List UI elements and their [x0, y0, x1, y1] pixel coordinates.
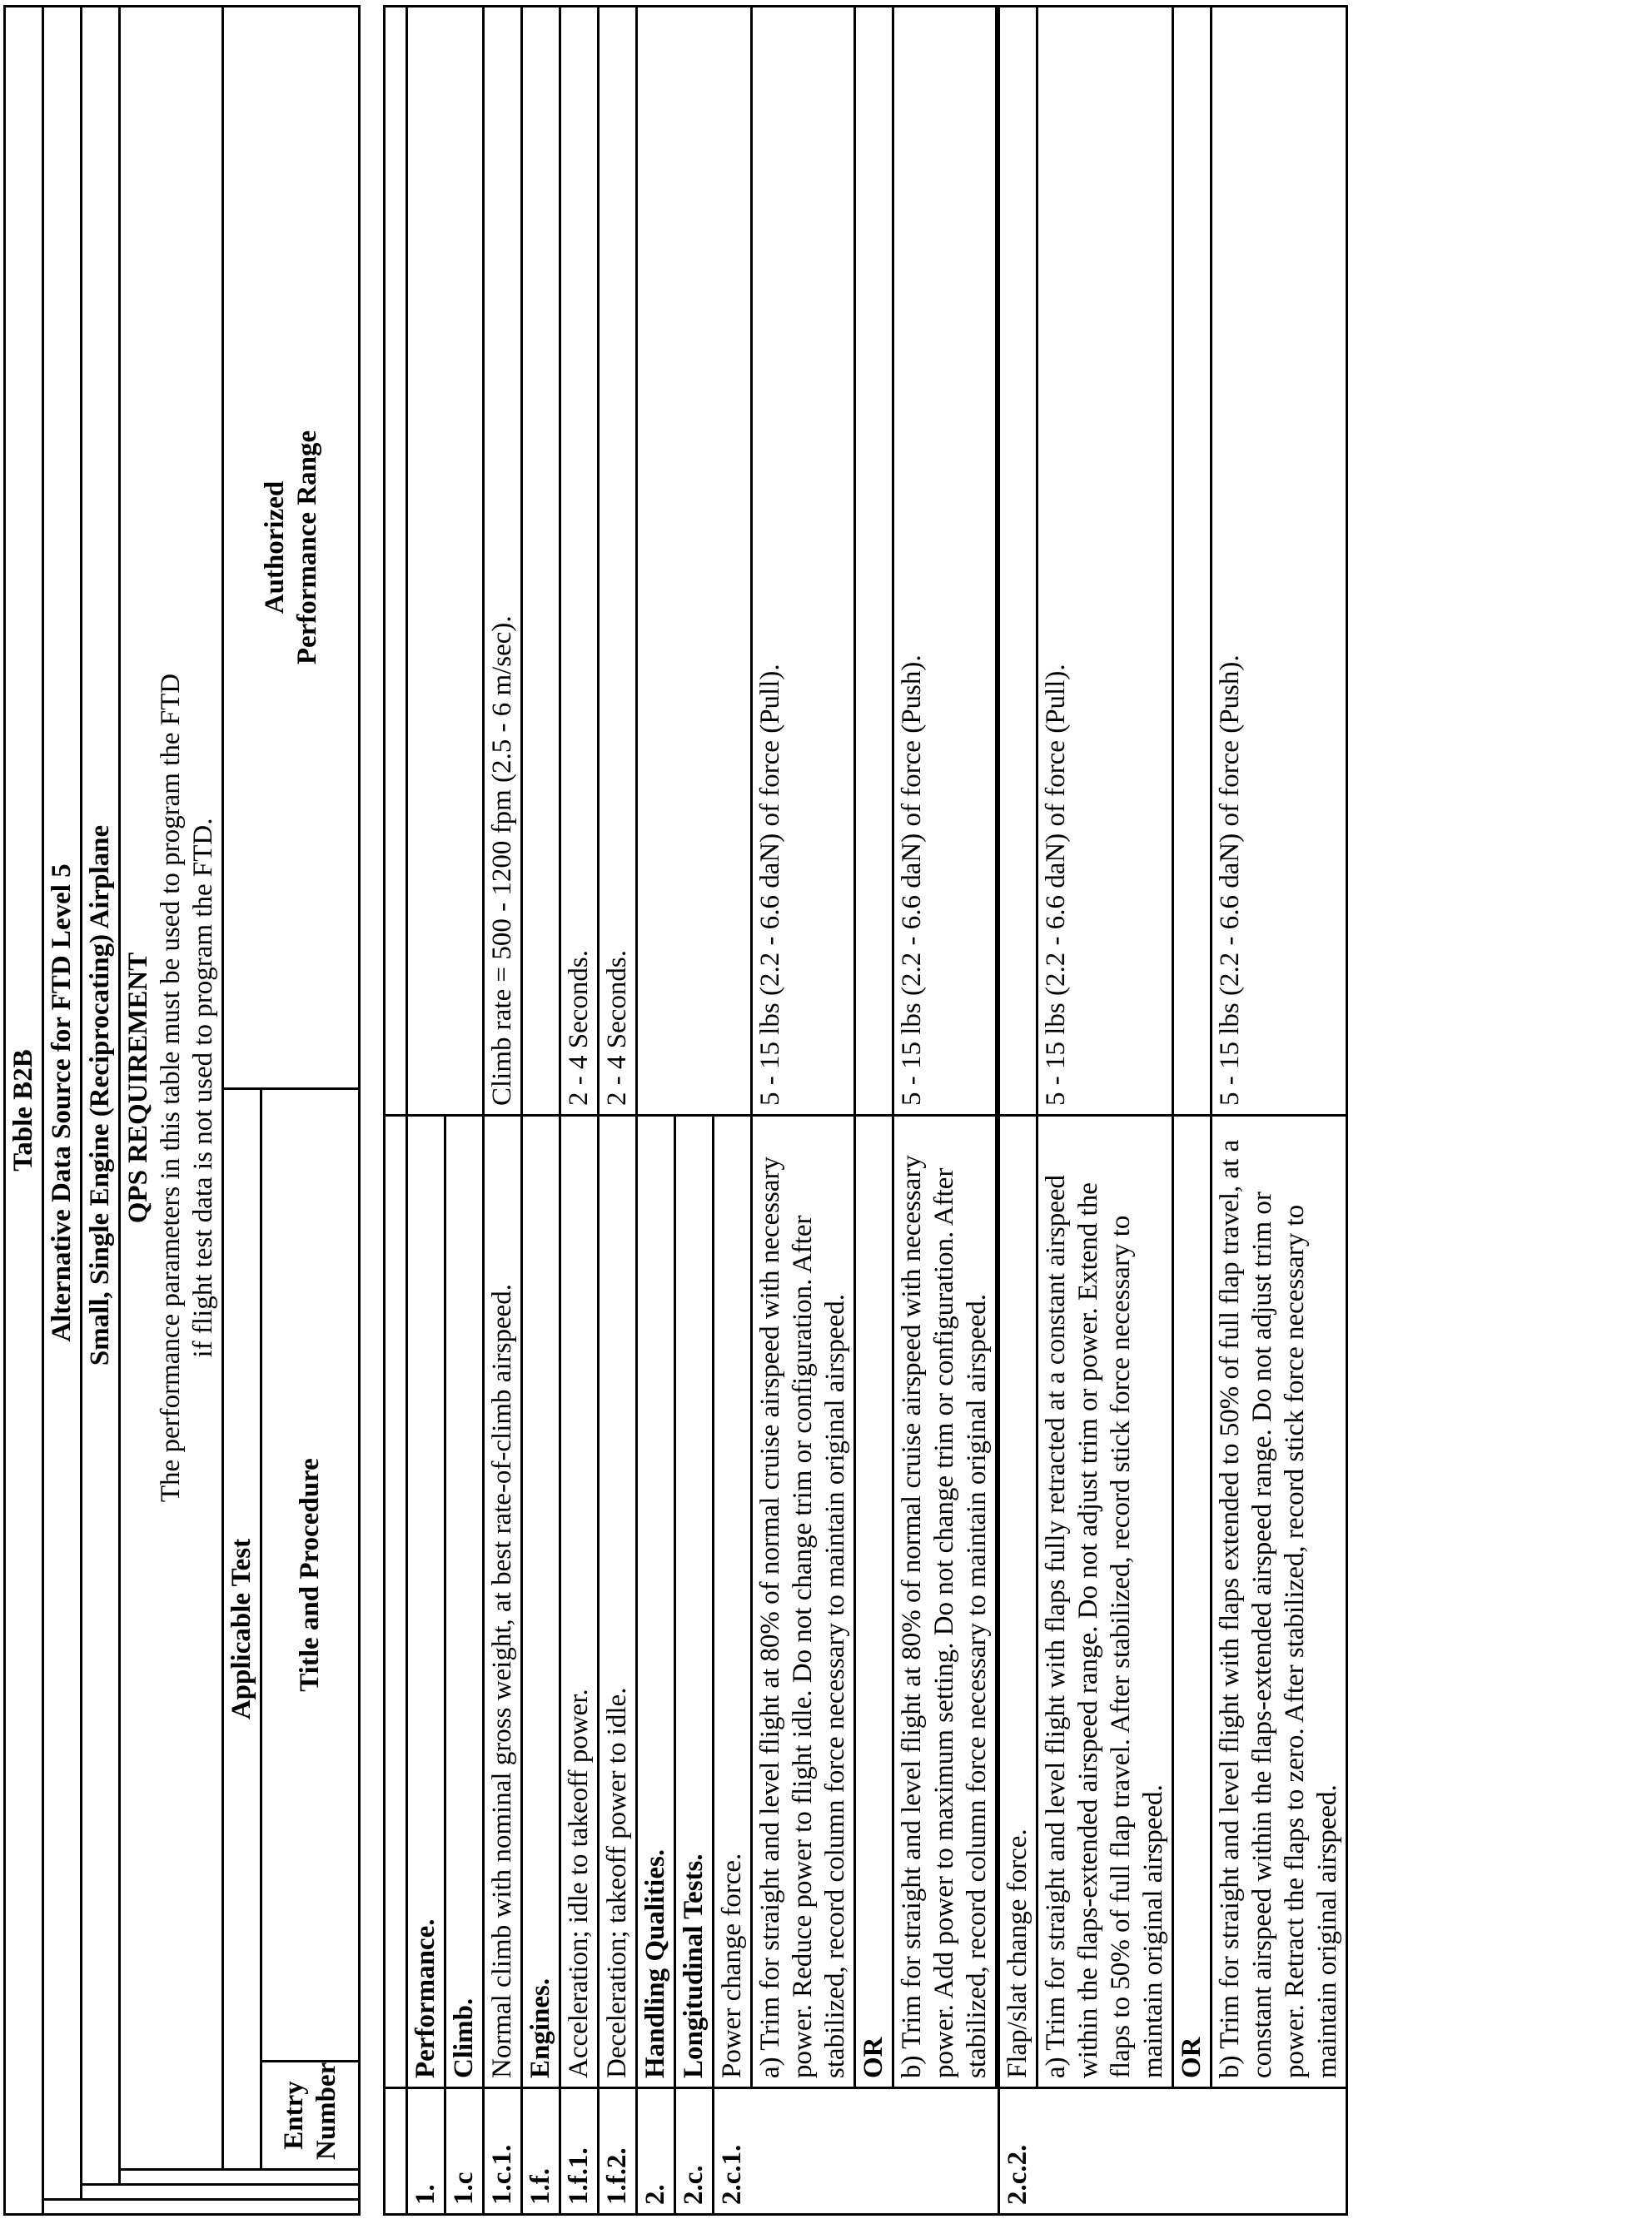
range-cell-empty [855, 7, 893, 1116]
strip-cell [385, 1116, 407, 2088]
table-row [522, 7, 560, 2215]
range-cell-empty [637, 7, 752, 1116]
performance-range: Climb rate = 500 - 1200 fpm (2.5 - 6 m/sec). [484, 7, 522, 1116]
table-row [855, 7, 893, 2215]
entry-number: 1.c.1. [484, 2088, 522, 2215]
requirement-note-line-2: if flight test data is not used to program the FTD. [188, 818, 218, 1358]
entry-number-header-line-1: Entry [278, 2081, 309, 2150]
entry-number: 1.f.2. [599, 2088, 637, 2215]
test-title: Performance. [407, 1116, 445, 2088]
table-row [599, 7, 637, 2215]
qps-requirement-block [120, 7, 223, 2170]
table-row [1173, 7, 1212, 2215]
test-procedure: Deceleration; takeoff power to idle. [599, 1116, 637, 2088]
entry-number: 2.c. [675, 2088, 714, 2215]
frame-left-1 [43, 2200, 360, 2215]
strip-cell [385, 7, 407, 1116]
table-row [484, 7, 522, 2215]
table-row [637, 7, 675, 2215]
performance-range: 5 - 15 lbs (2.2 - 6.6 daN) of force (Pull). [1037, 7, 1173, 1116]
authorized-range-header-line-1: Authorized [259, 480, 290, 614]
table-row [1212, 7, 1347, 2215]
test-procedure: a) Trim for straight and level flight with flaps fully retracted at a constant airspeed within the flaps-extended airspeed range. Do not adjust trim or power. Extend the flaps to 50% of full flap travel. After stabilized, record stick force necessary to maintain original airspeed. [1037, 1116, 1173, 2088]
entry-number: 1.f. [522, 2088, 560, 2215]
table-subtitle: Small, Single Engine (Reciprocating) Airplane [82, 7, 120, 2185]
entry-number: 1.f.1. [560, 2088, 599, 2215]
range-cell-empty [522, 7, 560, 1116]
or-label: OR [1173, 1116, 1212, 2088]
test-procedure: Normal climb with nominal gross weight, at best rate-of-climb airspeed. [484, 1116, 522, 2088]
title-procedure-header: Title and Procedure [261, 1089, 360, 2062]
range-cell-empty [407, 7, 484, 1116]
entry-number: 2.c.1. [714, 2088, 999, 2215]
test-title: Flap/slat change force. [999, 1116, 1037, 2088]
test-procedure: b) Trim for straight and level flight with flaps extended to 50% of full flap travel, at a constant airspeed within the flaps-extended airspeed range. Do not adjust trim or power. Retract the flaps to zero. After stabilized, record stick force necessary to maintain original airspeed. [1212, 1116, 1347, 2088]
test-procedure: b) Trim for straight and level flight at 80% of normal cruise airspeed with necessary power. Add power to maximum setting. Do not change trim or configuration. After stabilized, record column force necessary to maintain original airspeed. [893, 1116, 997, 2088]
performance-range: 2 - 4 Seconds. [560, 7, 599, 1116]
performance-range: 5 - 15 lbs (2.2 - 6.6 daN) of force (Push). [1212, 7, 1347, 1116]
table-header-block [3, 5, 361, 2216]
range-cell-empty [1173, 7, 1212, 1116]
table-row [560, 7, 599, 2215]
test-title: Longitudinal Tests. [675, 1116, 714, 2088]
frame-left-3 [120, 2170, 360, 2185]
entry-number: 1.c [445, 2088, 484, 2215]
entry-number-header [261, 2062, 360, 2170]
table-row [1037, 7, 1173, 2215]
entry-number-header-line-2: Number [311, 2062, 341, 2160]
strip-cell [385, 2088, 407, 2215]
requirement-heading: QPS REQUIREMENT [123, 952, 153, 1224]
test-title: Engines. [522, 1116, 560, 2088]
table-id: Table B2B [5, 7, 43, 2215]
test-procedure: a) Trim for straight and level flight at 80% of normal cruise airspeed with necessary power. Reduce power to flight idle. Do not change trim or configuration. After stabilized, record column force necessary to maintain original airspeed. [752, 1116, 855, 2088]
test-title: Handling Qualities. [637, 1116, 675, 2088]
table-row [999, 7, 1037, 2215]
authorized-range-header [223, 7, 360, 1089]
frame-left-2 [82, 2185, 360, 2200]
performance-range: 5 - 15 lbs (2.2 - 6.6 daN) of force (Pull). [752, 7, 855, 1116]
or-label: OR [855, 1116, 893, 2088]
test-title: Power change force. [714, 1116, 752, 2088]
entry-number: 2.c.2. [999, 2088, 1347, 2215]
requirement-note-line-1: The performance parameters in this table must be used to program the FTD [156, 673, 186, 1503]
performance-range: 2 - 4 Seconds. [599, 7, 637, 1116]
applicable-test-header: Applicable Test [223, 1089, 261, 2170]
entry-number: 2. [637, 2088, 675, 2215]
authorized-range-header-line-2: Performance Range [291, 430, 322, 665]
table-title: Alternative Data Source for FTD Level 5 [43, 7, 82, 2200]
table-row [407, 7, 445, 2215]
test-procedure: Acceleration; idle to takeoff power. [560, 1116, 599, 2088]
range-cell-empty [999, 7, 1037, 1116]
test-table-body [383, 5, 1348, 2216]
table-row [893, 7, 997, 2215]
table-row-strip [385, 7, 407, 2215]
test-title: Climb. [445, 1116, 484, 2088]
table-row [752, 7, 855, 2215]
performance-range: 5 - 15 lbs (2.2 - 6.6 daN) of force (Push). [893, 7, 997, 1116]
entry-number: 1. [407, 2088, 445, 2215]
